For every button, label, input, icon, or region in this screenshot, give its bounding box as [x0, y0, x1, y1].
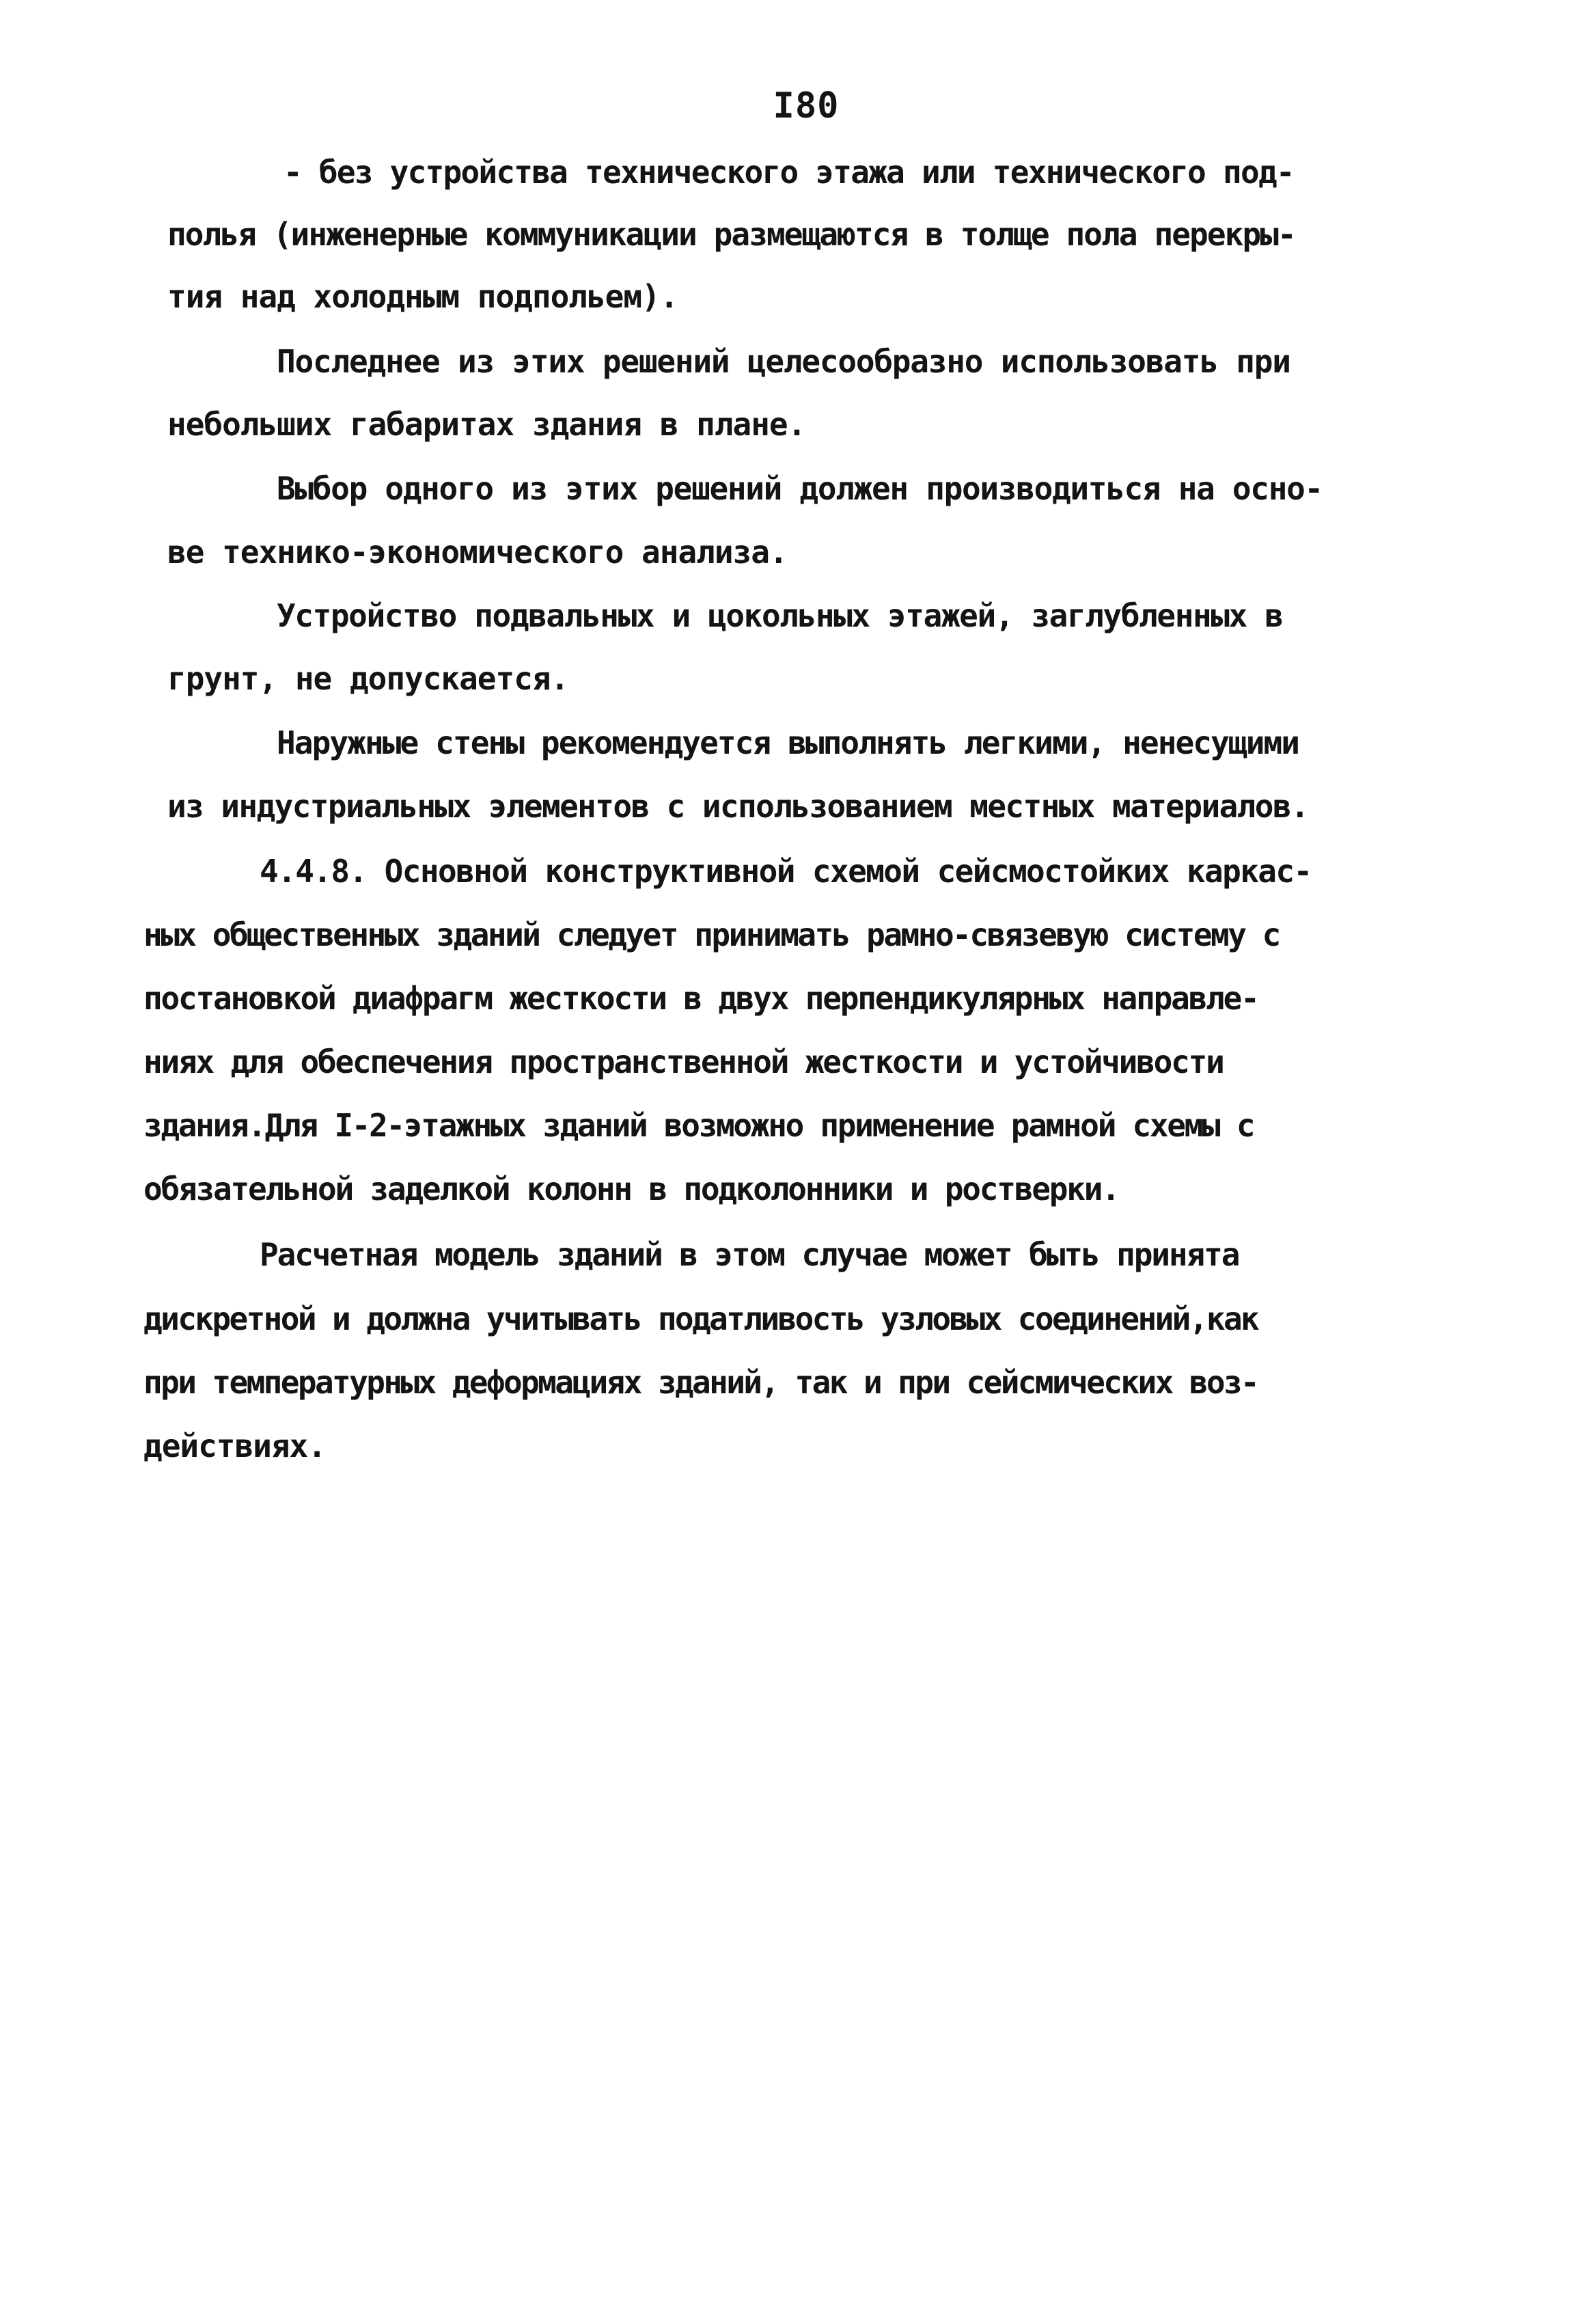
text-line: при температурных деформациях зданий, так и при сейсмических воз-	[143, 1364, 1258, 1401]
text-line: ве технико-экономического анализа.	[167, 534, 788, 571]
text-line: полья (инженерные коммуникации размещаются в толще пола перекры-	[167, 216, 1295, 253]
text-line: - без устройства технического этажа или технического под-	[284, 154, 1294, 191]
text-line: Устройство подвальных и цокольных этажей, заглубленных в	[277, 597, 1283, 634]
text-line: Выбор одного из этих решений должен производиться на осно-	[277, 470, 1323, 507]
text-line: ниях для обеспечения пространственной жесткости и устойчивости	[143, 1043, 1224, 1080]
text-line: небольших габаритах здания в плане.	[167, 406, 806, 443]
text-line: здания.Для I-2-этажных зданий возможно применение рамной схемы с	[143, 1107, 1254, 1144]
text-line: грунт, не допускается.	[167, 660, 569, 697]
text-line: постановкой диафрагм жесткости в двух перпендикулярных направле-	[143, 980, 1258, 1017]
text-line: Последнее из этих решений целесообразно использовать при	[277, 343, 1290, 380]
text-line: 4.4.8. Основной конструктивной схемой сейсмостойких каркас-	[260, 853, 1312, 890]
text-line: действиях.	[143, 1427, 326, 1464]
text-line: Расчетная модель зданий в этом случае может быть принята	[260, 1236, 1239, 1273]
text-line: из индустриальных элементов с использованием местных материалов.	[167, 788, 1309, 825]
text-line: тия над холодным подпольем).	[167, 278, 678, 315]
text-line: Наружные стены рекомендуется выполнять легкими, ненесущими	[277, 724, 1299, 761]
page-number: I80	[773, 85, 840, 126]
text-line: ных общественных зданий следует принимать рамно-связевую систему с	[143, 916, 1280, 953]
text-line: обязательной заделкой колонн в подколонники и ростверки.	[143, 1171, 1119, 1207]
text-line: дискретной и должна учитывать податливость узловых соединений,как	[143, 1300, 1258, 1337]
